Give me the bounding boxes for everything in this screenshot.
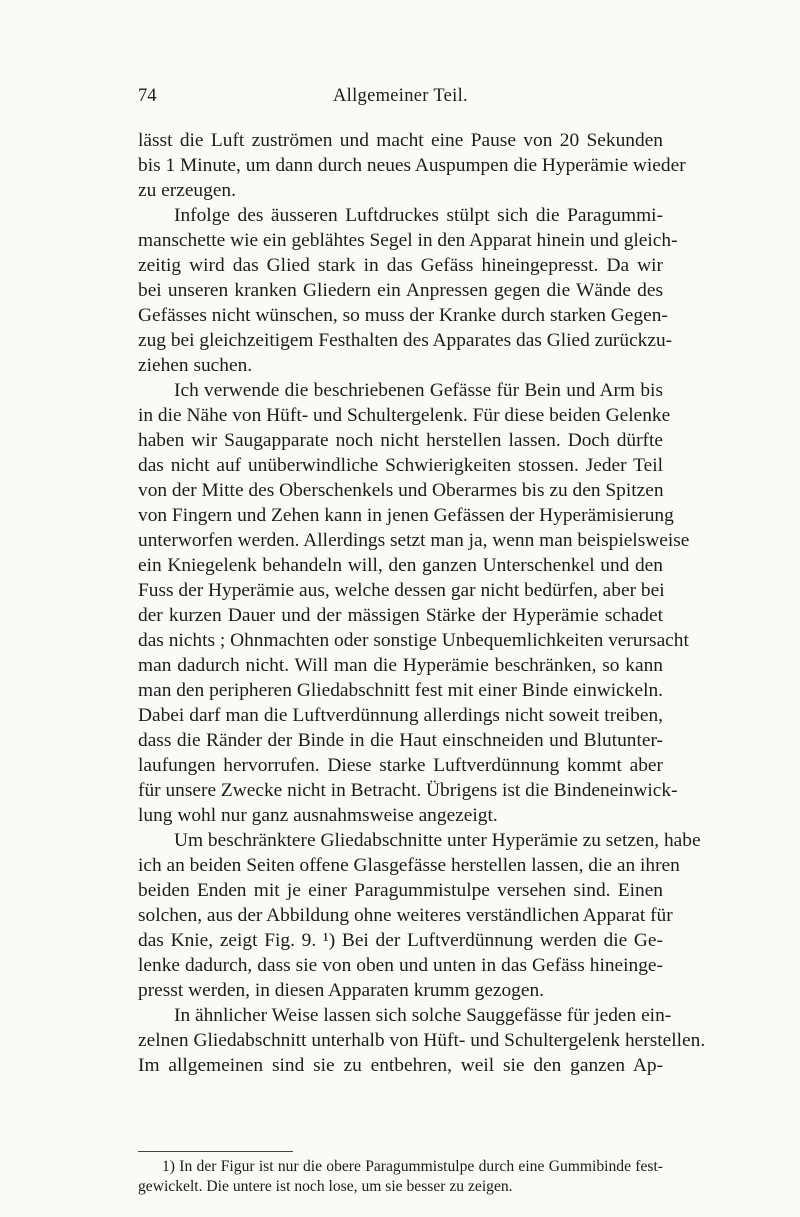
body-line: Dabei darf man die Luftverdünnung allerdings nicht soweit treiben, bbox=[138, 705, 663, 726]
body-line: in die Nähe von Hüft- und Schultergelenk. Für diese beiden Gelenke bbox=[138, 405, 671, 426]
footnote-divider bbox=[138, 1151, 293, 1152]
body-line: zu erzeugen. bbox=[138, 180, 236, 201]
body-line: von Fingern und Zehen kann in jenen Gefässen der Hyperämisierung bbox=[138, 505, 674, 526]
running-title: Allgemeiner Teil. bbox=[333, 86, 468, 106]
footnote-line: 1) In der Figur ist nur die obere Paragummistulpe durch eine Gummibinde fest- bbox=[162, 1158, 663, 1175]
body-line: In ähnlicher Weise lassen sich solche Sauggefässe für jeden ein- bbox=[174, 1005, 672, 1026]
body-line: ich an beiden Seiten offene Glasgefässe herstellen lassen, die an ihren bbox=[138, 855, 680, 876]
body-line: lenke dadurch, dass sie von oben und unten in das Gefäss hineinge- bbox=[138, 955, 663, 976]
body-line: manschette wie ein geblähtes Segel in den Apparat hinein und gleich- bbox=[138, 230, 678, 251]
body-line: lung wohl nur ganz ausnahmsweise angezeigt. bbox=[138, 805, 498, 826]
body-line: ein Kniegelenk behandeln will, den ganzen Unterschenkel und den bbox=[138, 555, 663, 576]
body-line: dass die Ränder der Binde in die Haut einschneiden und Blutunter- bbox=[138, 730, 663, 751]
body-line: presst werden, in diesen Apparaten krumm gezogen. bbox=[138, 980, 545, 1001]
page-header bbox=[138, 86, 663, 110]
body-line: Gefässes nicht wünschen, so muss der Kranke durch starken Gegen- bbox=[138, 305, 668, 326]
body-line: zeitig wird das Glied stark in das Gefäss hineingepresst. Da wir bbox=[138, 255, 663, 276]
body-line: Fuss der Hyperämie aus, welche dessen gar nicht bedürfen, aber bei bbox=[138, 580, 665, 601]
body-line: man dadurch nicht. Will man die Hyperämie beschränken, so kann bbox=[138, 655, 663, 676]
body-line: das Knie, zeigt Fig. 9. ¹) Bei der Luftverdünnung werden die Ge- bbox=[138, 930, 663, 951]
body-line: der kurzen Dauer und der mässigen Stärke der Hyperämie schadet bbox=[138, 605, 663, 626]
footnotes bbox=[138, 1157, 663, 1197]
body-line: zelnen Gliedabschnitt unterhalb von Hüft- und Schultergelenk herstellen. bbox=[138, 1030, 706, 1051]
body-line: bis 1 Minute, um dann durch neues Auspumpen die Hyperämie wieder bbox=[138, 155, 686, 176]
body-line: das nicht auf unüberwindliche Schwierigkeiten stossen. Jeder Teil bbox=[138, 455, 663, 476]
body-line: Ich verwende die beschriebenen Gefässe für Bein und Arm bis bbox=[174, 380, 663, 401]
body-line: laufungen hervorrufen. Diese starke Luftverdünnung kommt aber bbox=[138, 755, 663, 776]
body-line: Infolge des äusseren Luftdruckes stülpt sich die Paragummi- bbox=[174, 205, 663, 226]
body-line: unterworfen werden. Allerdings setzt man ja, wenn man beispielsweise bbox=[138, 530, 690, 551]
body-text bbox=[138, 128, 706, 1078]
body-line: haben wir Saugapparate noch nicht herstellen lassen. Doch dürfte bbox=[138, 430, 663, 451]
body-line: für unsere Zwecke nicht in Betracht. Übrigens ist die Bindeneinwick- bbox=[138, 780, 678, 801]
body-line: ziehen suchen. bbox=[138, 355, 253, 376]
body-line: von der Mitte des Oberschenkels und Oberarmes bis zu den Spitzen bbox=[138, 480, 664, 501]
body-line: beiden Enden mit je einer Paragummistulpe versehen sind. Einen bbox=[138, 880, 663, 901]
page-number: 74 bbox=[138, 86, 157, 106]
body-line: das nichts ; Ohnmachten oder sonstige Unbequemlichkeiten verursacht bbox=[138, 630, 689, 651]
footnote-line: gewickelt. Die untere ist noch lose, um sie besser zu zeigen. bbox=[138, 1178, 513, 1195]
body-line: lässt die Luft zuströmen und macht eine Pause von 20 Sekunden bbox=[138, 130, 663, 151]
body-line: solchen, aus der Abbildung ohne weiteres verständlichen Apparat für bbox=[138, 905, 673, 926]
body-line: zug bei gleichzeitigem Festhalten des Apparates das Glied zurückzu- bbox=[138, 330, 673, 351]
body-line: Im allgemeinen sind sie zu entbehren, weil sie den ganzen Ap- bbox=[138, 1055, 663, 1076]
body-line: Um beschränktere Gliedabschnitte unter Hyperämie zu setzen, habe bbox=[174, 830, 701, 851]
body-line: bei unseren kranken Gliedern ein Anpressen gegen die Wände des bbox=[138, 280, 663, 301]
body-line: man den peripheren Gliedabschnitt fest mit einer Binde einwickeln. bbox=[138, 680, 663, 701]
